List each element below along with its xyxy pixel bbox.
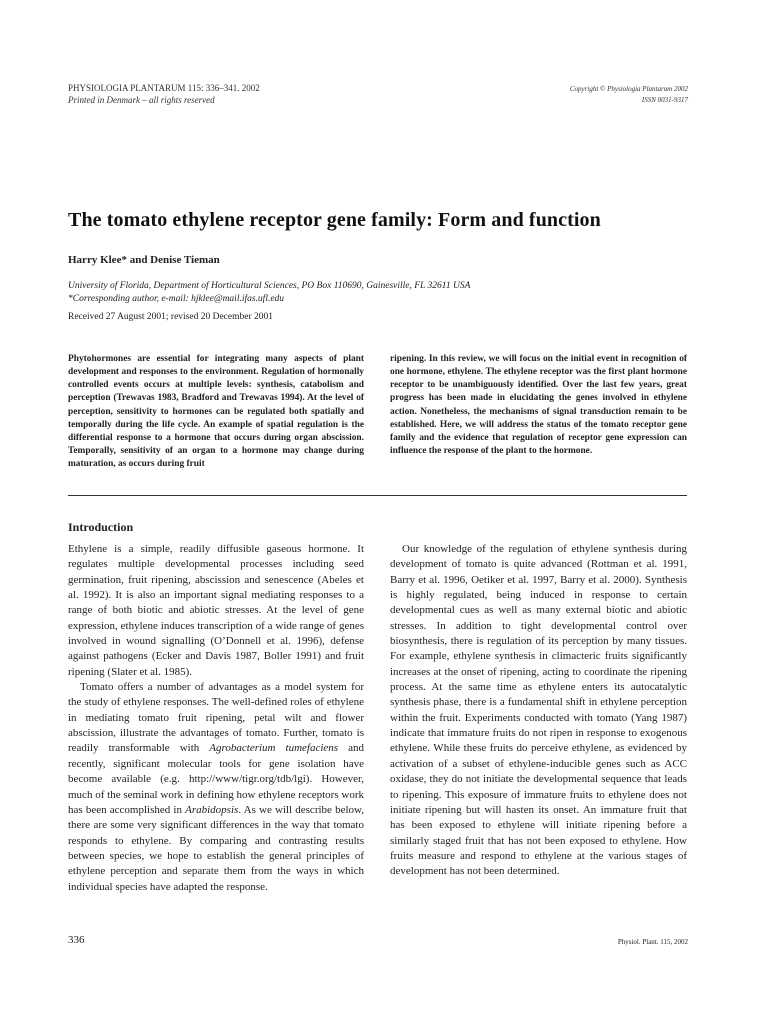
running-header-right <box>428 84 688 106</box>
page-number: 336 <box>68 934 85 946</box>
intro-paragraph-2-text-a: Tomato offers a number of advantages as a model system for the study of ethylene responses. The well-defined roles of ethylene in mediating tomato fruit ripening, petal wilt and flower abscission, illustrate the advantages of tomato. Further, tomato is readily transformable with <box>68 681 364 755</box>
article-title: The tomato ethylene receptor gene family: Form and function <box>68 209 601 231</box>
intro-paragraph-2-text-c: . As we will describe below, there are some very significant differences in the way that tomato responds to ethylene. By comparing and contrasting results between species, we hope to establish the general principles of ethylene perception and separate them from the ways in which individual species have adapted the response. <box>68 803 364 893</box>
journal-citation: PHYSIOLOGIA PLANTARUM 115: 336–341. 2002 <box>68 83 260 93</box>
species-name-arabidopsis: Arabidopsis <box>185 803 239 816</box>
article-authors: Harry Klee* and Denise Tieman <box>68 254 220 266</box>
intro-paragraph-3: Our knowledge of the regulation of ethylene synthesis during development of tomato is quite advanced (Rottman et al. 1991, Barry et al. 1996, Oetiker et al. 1997, Barry et al. 2000). Synthesis is highly regulated, being induced in response to certain developmental cues as well as many external biotic and abiotic stresses. In addition to tight developmental control over biosynthesis, there is regulation of its perception by many tissues. For example, ethylene synthesis in climacteric fruits significantly increases at the onset of ripening, acting to coordinate the ripening process. At the same time as ethylene enters its autocatalytic synthesis phase, there is a fundamental shift in ethylene perception within the fruit. Experiments conducted with tomato (Yang 1987) indicate that immature fruits do not ripen in response to exogenous ethylene. While these fruits do perceive ethylene, as evidenced by activation of a subset of ethylene-inducible genes such as ACC oxidase, they do not initiate the developmental sequence that leads to ripening. This exposure of immature fruits to ethylene does not initiate ripening but will hasten its onset. An immature fruit that has been exposed to ethylene will initiate ripening before a similarly staged fruit that has not been exposed to ethylene. How fruits measure and respond to ethylene at the various stages of development has not been determined. <box>390 543 687 878</box>
footer-citation: Physiol. Plant. 115, 2002 <box>617 938 688 946</box>
copyright-note: Copyright © Physiologia Plantarum 2002 <box>569 85 688 93</box>
intro-paragraph-2-text-b: and recently, significant molecular tools for gene isolation have become available (e.g. http://www/tigr.org/tdb/lgi). However, much of the seminal work in defining how ethylene receptors work has been accomplished in <box>68 742 364 816</box>
abstract-divider <box>68 495 687 496</box>
printed-note: Printed in Denmark – all rights reserved <box>68 95 215 105</box>
running-header-left <box>68 82 260 106</box>
body-right-column <box>390 542 687 880</box>
corresponding-author: *Corresponding author, e-mail: hjklee@mail.ifas.ufl.edu <box>68 294 285 304</box>
author-affiliations <box>68 280 708 306</box>
issn: ISSN 0031-9317 <box>641 96 688 104</box>
species-name-agrobacterium: Agrobacterium tumefaciens <box>209 742 339 755</box>
intro-paragraph-2 <box>68 680 364 895</box>
body-left-column <box>68 542 364 895</box>
abstract-left-column: Phytohormones are essential for integrating many aspects of plant development and responses to the environment. Regulation of hormonally controlled events occurs at multiple levels: synthesis, catabolism and perception (Trewavas 1983, Bradford and Trewavas 1994). At the level of perception, sensitivity to hormones can be regulated both spatially and temporally during the life cycle. An example of spatial regulation is the differential response to a hormone that occurs during organ abscission. Temporally, sensitivity of an organ to a hormone may change during maturation, as occurs during fruit <box>68 354 364 470</box>
section-heading-introduction: Introduction <box>68 520 134 534</box>
abstract-right-column: ripening. In this review, we will focus on the initial event in recognition of one hormone, ethylene. The ethylene receptor was the first plant hormone receptor to be unambiguously identified. Over the last few years, great progress has been made in elucidating the genes involved in ethylene action. Nonetheless, the mechanisms of signal transduction remain to be established. Here, we will address the status of the tomato receptor gene family and the evidence that regulation of receptor gene expression can influence the response of the plant to the hormone. <box>390 354 687 457</box>
received-dates: Received 27 August 2001; revised 20 December 2001 <box>68 312 273 322</box>
intro-paragraph-1: Ethylene is a simple, readily diffusible gaseous hormone. It regulates multiple developmental processes including seed germination, fruit ripening, abscission and senescence (Abeles et al. 1992). It is also an important signal mediating responses to a range of both biotic and abiotic stresses. At the level of gene expression, ethylene induces transcription of a wide range of genes involved in wound signalling (O’Donnell et al. 1996), defense against pathogens (Ecker and Davis 1987, Boller 1991) and fruit ripening (Slater et al. 1985). <box>68 543 364 678</box>
affiliation: University of Florida, Department of Horticultural Sciences, PO Box 110690, Gainesville, FL 32611 USA <box>68 281 471 291</box>
